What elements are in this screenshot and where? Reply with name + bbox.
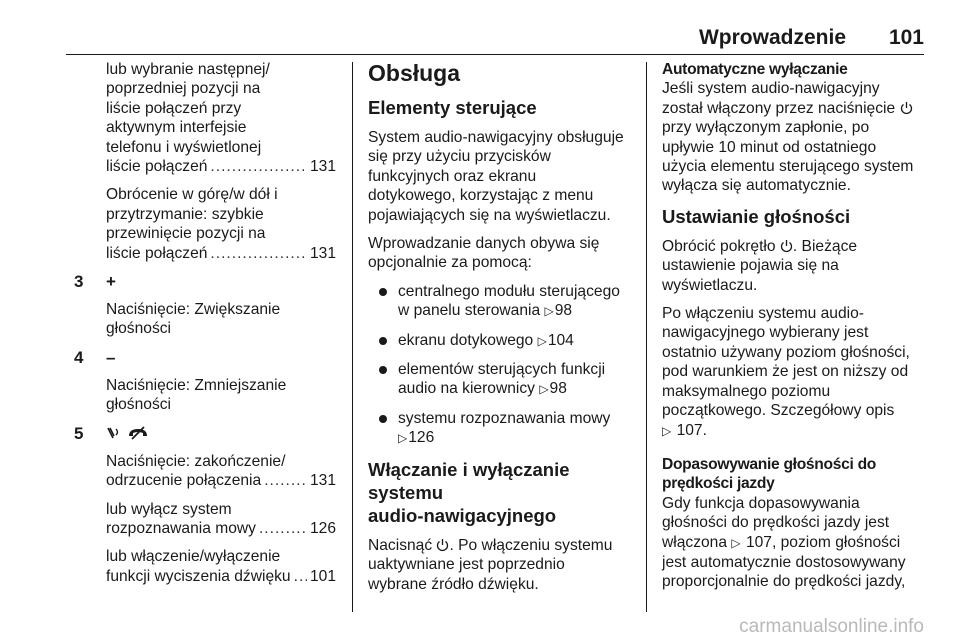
toc-line: funkcji wyciszenia dźwięku ..... 101 [106,567,336,586]
text-line: aktywnym interfejsie [106,119,247,137]
watermark: carmanualsonline.info [739,616,924,637]
paragraph: System audio-nawigacyjny obsługuje się przy użyciu przycisków funkcyjnych oraz ekranu dotykowego, korzystając z menu pojawiających się na wyświetlaczu. [368,129,624,224]
text-line: liście połączeń przy [106,99,242,117]
toc-line: odrzucenie połączenia ..... 131 [106,471,336,490]
toc-line: rozpoznawania mowy ..... 126 [106,519,336,538]
toc-line: liście połączeń ..... 131 [106,244,336,263]
paragraph: Po włączeniu systemu audio- nawigacyjnego wybierany jest ostatnio używany poziom głośności, pod warunkiem że jest on niższy od maksymalnego poziomu początkowego. Szczegółowy opis ▷ 107. [662,304,927,441]
list-item: ekranu dotykowego ▷104 [368,331,634,351]
entry-continued [66,60,336,263]
item-number: 3 [74,272,84,292]
text-line: przytrzymanie: szybkie [106,205,264,223]
page-ref[interactable]: 107, poziom głośności [745,533,901,551]
power-icon [780,239,793,253]
page-ref[interactable]: 101 [309,567,336,585]
list-item: centralnego modułu sterującego w panelu sterowania ▷98 [368,282,634,322]
paragraph [106,185,336,263]
paragraph: lub włączenie/wyłączenie funkcji wyciszenia dźwięku ..... 101 [106,547,336,586]
paragraph: Wprowadzanie danych obywa się opcjonalnie za pomocą: [368,235,600,272]
page-ref[interactable]: 131 [309,472,336,490]
page-ref-arrow-icon: ▷ [398,431,408,446]
page-ref[interactable]: 126 [309,519,336,537]
minor-heading: Dopasowywanie głośności do prędkości jazdy [662,455,877,493]
page-header [66,20,924,55]
paragraph: Jeśli system audio-nawigacyjny został włączony przez naciśnięcie przy wyłączonym zapłonie, po upływie 10 minut od ostatniego użycia elementu sterującego system wyłącza się automatycznie. [662,80,914,195]
key-label: + [106,272,116,292]
page-ref-arrow-icon: ▷ [539,382,549,397]
column-right [662,60,927,601]
paragraph: Naciśnięcie: Zmniejszanie głośności [106,376,287,414]
text-line: poprzedniej pozycji na [106,80,261,98]
power-icon [436,538,449,552]
entry-5 [66,424,336,586]
page-ref[interactable]: 131 [309,158,336,176]
page-ref[interactable]: 126 [408,429,435,447]
page-ref-arrow-icon: ▷ [662,423,672,438]
paragraph: Gdy funkcja dopasowywania głośności do prędkości jazdy jest włączona ▷ 107, poziom głośności jest automatycznie dostosowywany proporcjonalnie do prędkości jazdy, [662,494,906,591]
toc-line: liście połączeń ..... 131 [106,157,336,176]
list-item: systemu rozpoznawania mowy ▷126 [368,409,634,449]
voice-icon [106,425,122,441]
column-left [66,60,336,595]
subsection-heading: Ustawianie głośności [662,205,851,227]
subsection-heading: Włączanie i wyłączanie systemu audio-nawigacyjnego [368,458,570,526]
page-ref-arrow-icon: ▷ [731,535,741,550]
page-ref[interactable]: 131 [309,244,336,262]
minor-heading: Automatyczne wyłączanie [662,61,848,78]
page-ref-arrow-icon: ▷ [537,333,547,348]
power-icon [900,101,913,115]
paragraph: Obrócić pokrętło . Bieżące ustawienie pojawia się na wyświetlaczu. [662,237,858,294]
key-label: – [106,347,116,367]
page-title: Wprowadzenie [698,26,846,49]
page-number: 101 [888,26,924,49]
column-divider [352,62,353,612]
list-item: elementów sterujących funkcji audio na kierownicy ▷98 [368,360,634,400]
text-line: lub wybranie następnej/ [106,61,270,78]
item-number: 5 [74,423,84,443]
section-heading: Obsługa [368,60,461,86]
subsection-heading: Elementy sterujące [368,97,537,118]
paragraph [106,60,336,176]
page-ref[interactable]: 98 [549,380,567,398]
text-line: telefonu i wyświetlonej [106,138,262,156]
column-divider [646,62,647,612]
column-middle [368,60,634,603]
entry-3 [66,272,336,339]
entry-4 [66,348,336,415]
text-line: Obrócenie w górę/w dół i [106,186,278,204]
bullet-list [368,282,634,449]
key-icons [106,424,336,444]
page-ref[interactable]: 98 [554,302,573,320]
item-number: 4 [74,347,84,367]
paragraph: lub wyłącz system rozpoznawania mowy ..... 126 [106,500,336,539]
phone-hangup-icon [127,425,149,441]
text-line: przewinięcie pozycji na [106,225,266,243]
paragraph: Naciśnięcie: zakończenie/ odrzucenie połączenia ..... 131 [106,452,336,491]
paragraph: Nacisnąć . Po włączeniu systemu uaktywniane jest poprzednio wybrane źródło dźwięku. [368,536,613,593]
page-ref[interactable]: 104 [547,331,574,349]
paragraph: Naciśnięcie: Zwiększanie głośności [106,301,281,338]
page-ref[interactable]: 107. [676,421,707,439]
page-ref-arrow-icon: ▷ [544,304,554,319]
